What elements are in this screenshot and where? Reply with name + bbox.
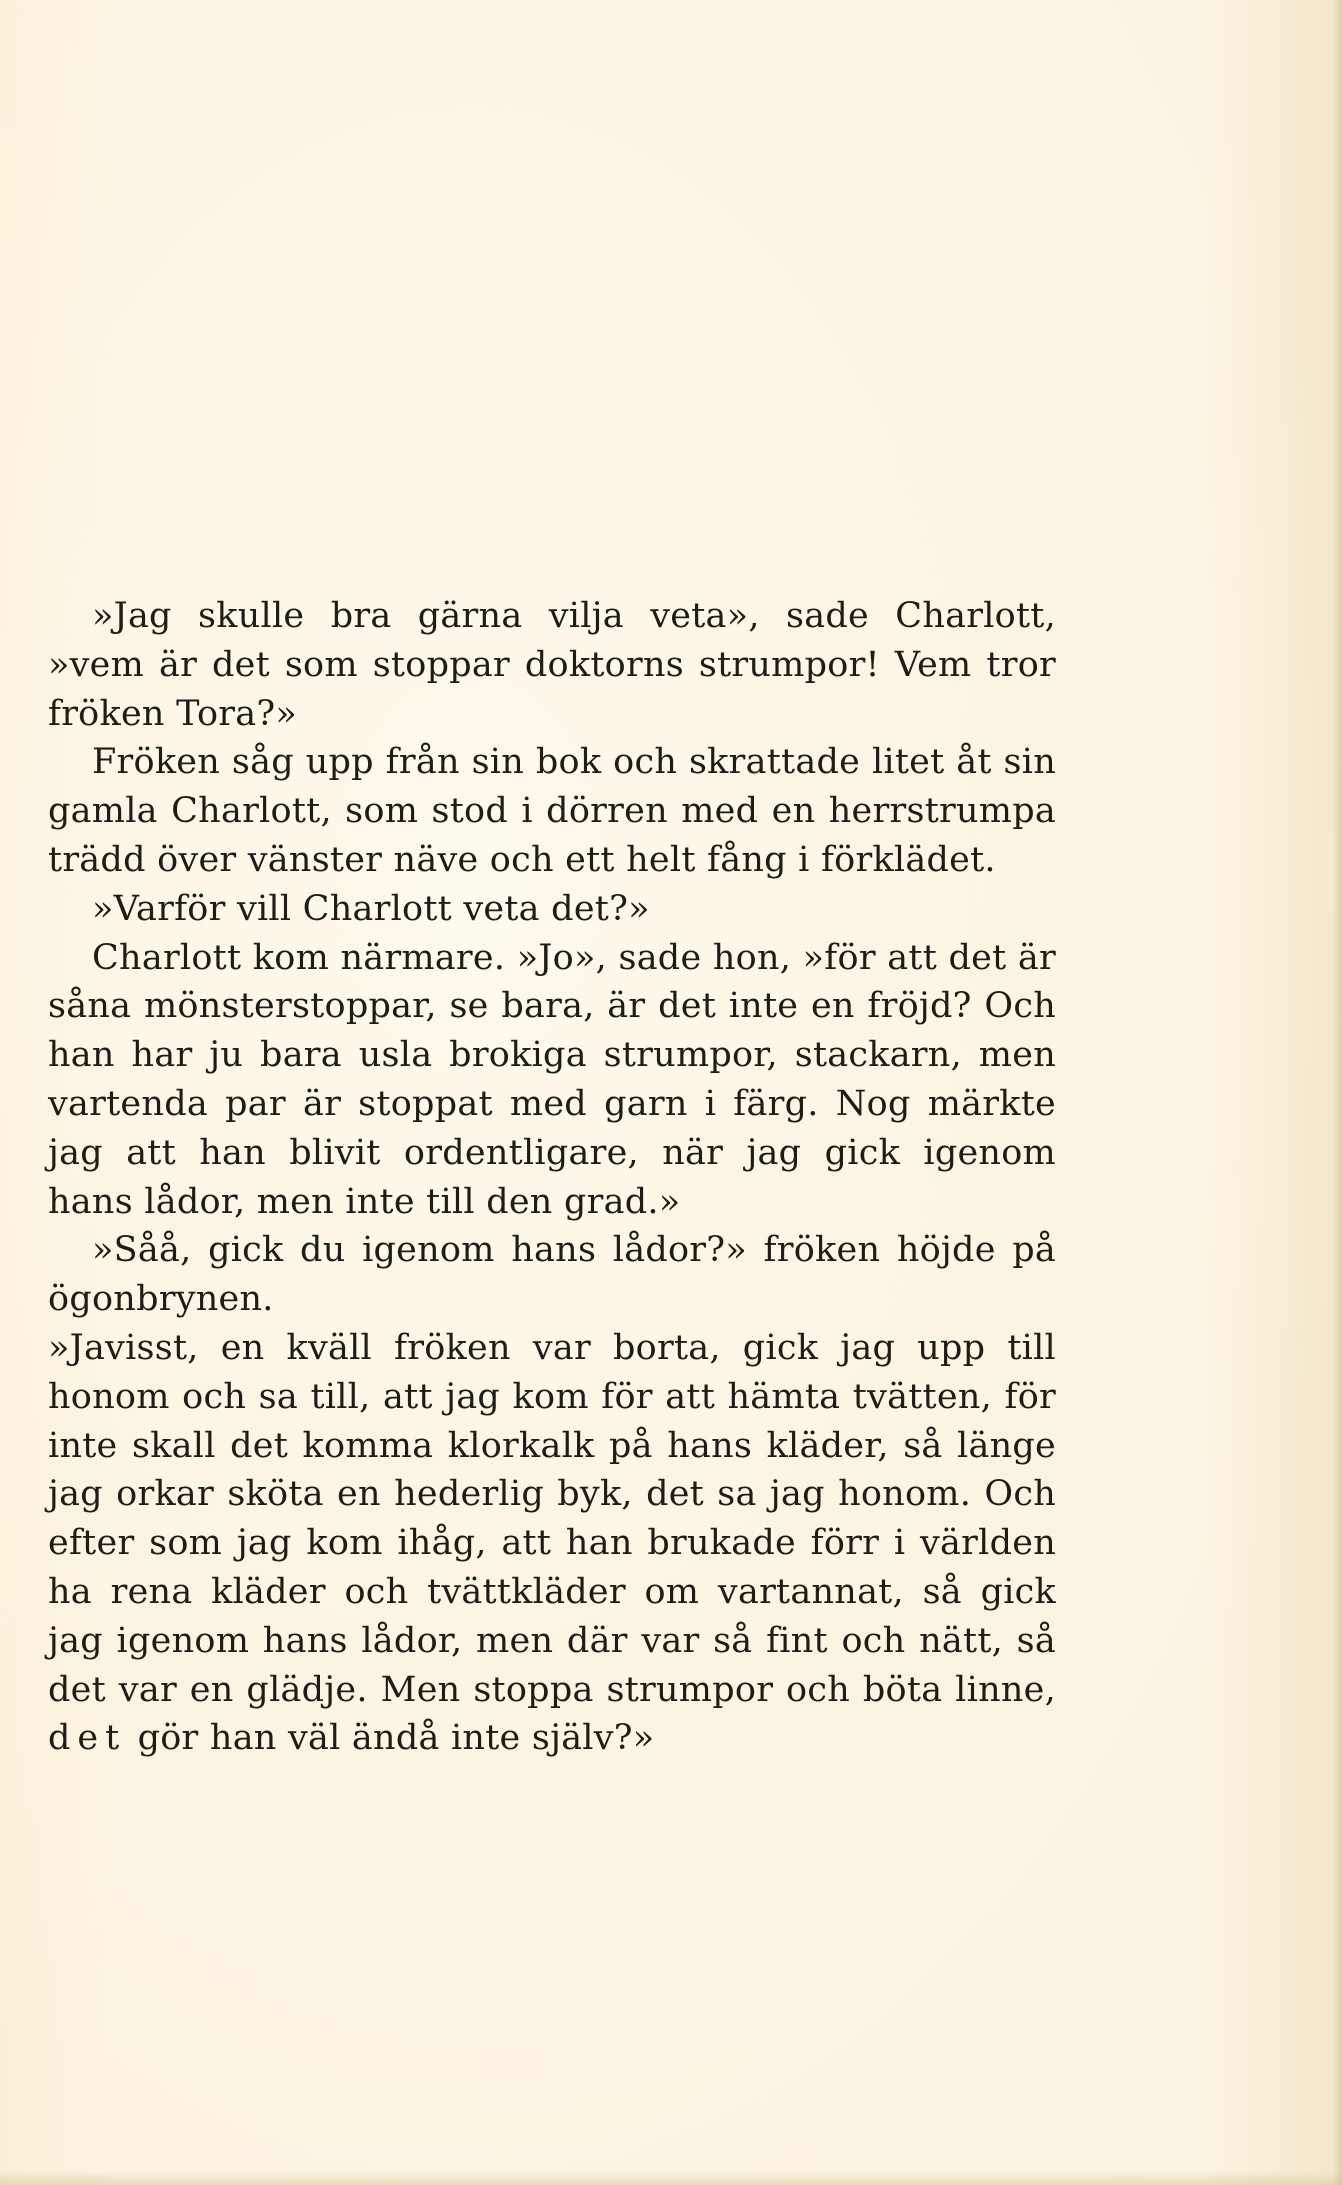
paragraph-6-ending: gör han väl ändå inte själv?» [126, 1718, 655, 1759]
paragraph-1: »Jag skulle bra gärna vilja veta», sade Charlott, »vem är det som stoppar doktorns strumpor! Vem tror fröken Tora?» [48, 596, 1056, 734]
paragraph-5: »Såå, gick du igenom hans lådor?» fröken höjde på ögonbrynen. [48, 1230, 1056, 1320]
paragraph-4: Charlott kom närmare. »Jo», sade hon, »för att det är såna mönsterstoppar, se bara, är det inte en fröjd? Och han har ju bara usla brokiga strumpor, stackarn, men vartenda par är stoppat med garn i färg. Nog märkte jag att han blivit ordentligare, när jag gick igenom hans lådor, men inte till den grad.» [48, 937, 1056, 1222]
paragraph-6 [48, 1324, 1056, 1763]
page-edge-bottom [0, 2171, 1342, 2185]
body-text [48, 592, 1056, 1763]
paragraph-6-text: »Javisst, en kväll fröken var borta, gick jag upp till honom och sa till, att jag kom för att hämta tvätten, för inte skall det komma klorkalk på hans kläder, så länge jag orkar sköta en hederlig byk, det sa jag honom. Och efter som jag kom ihåg, att han brukade förr i världen ha rena kläder och tvättkläder om vartannat, så gick jag igenom hans lådor, men där var så fint och nätt, så det var en glädje. Men stoppa strumpor och böta linne, [48, 1327, 1056, 1710]
emphasis-spaced-word: det [48, 1718, 127, 1759]
paragraph-3: »Varför vill Charlott veta det?» [92, 888, 650, 929]
page-edge-right [1332, 0, 1342, 2185]
paragraph-2: Fröken såg upp från sin bok och skrattade litet åt sin gamla Charlott, som stod i dörren med en herrstrumpa trädd över vänster näve och ett helt fång i förklädet. [48, 742, 1056, 880]
